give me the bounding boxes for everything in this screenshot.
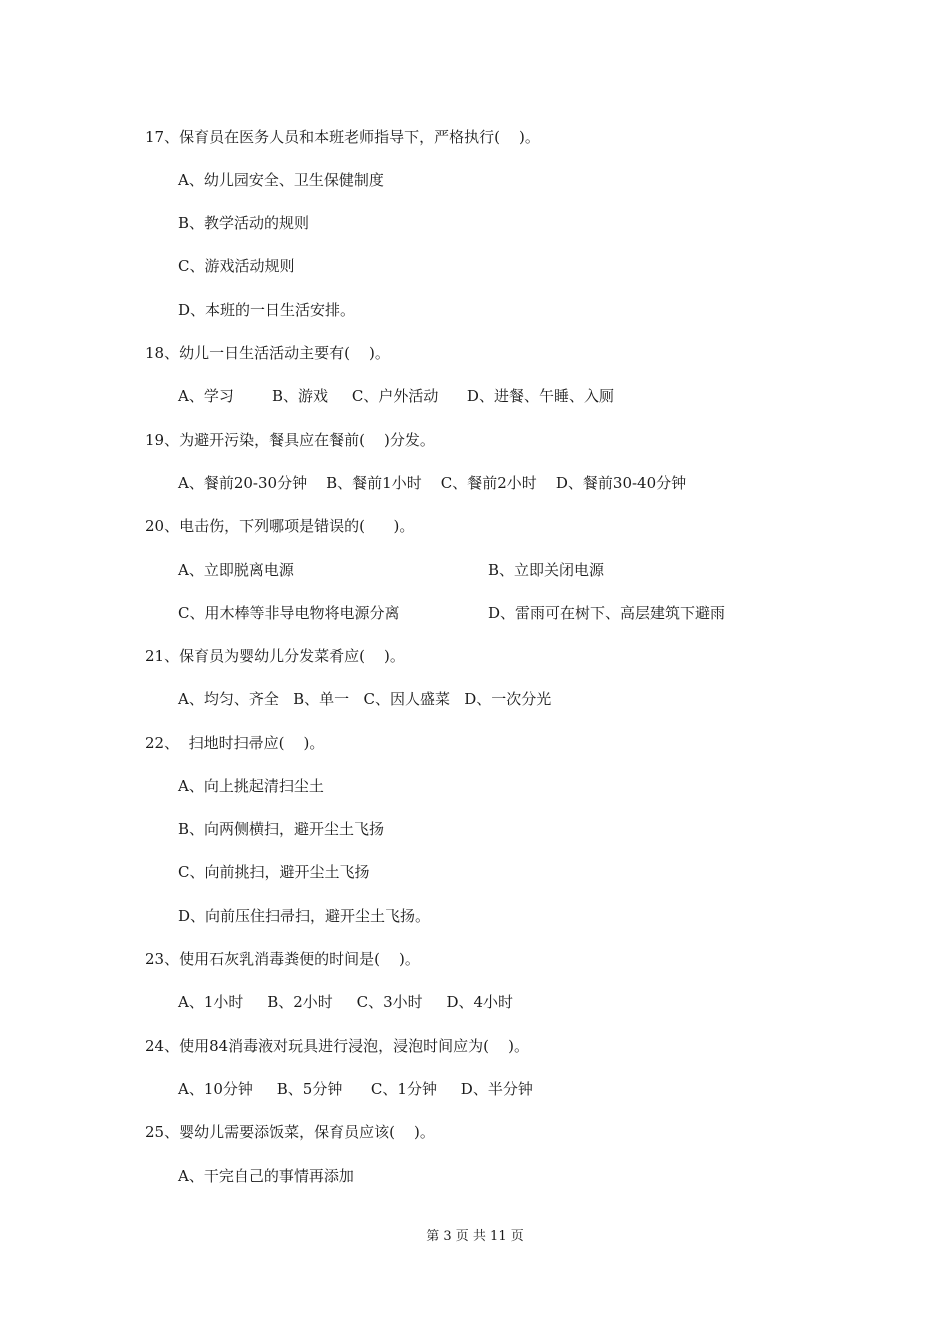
question-stem: 24、使用84消毒液对玩具进行浸泡，浸泡时间应为( )。 [145, 1037, 529, 1055]
question-stem: 23、使用石灰乳消毒粪便的时间是( )。 [145, 950, 420, 968]
page-footer: 第 3 页 共 11 页 [426, 1229, 524, 1244]
question-stem: 20、电击伤，下列哪项是错误的( )。 [145, 517, 415, 535]
question-stem: 25、婴幼儿需要添饭菜，保育员应该( )。 [145, 1123, 435, 1141]
option-c: C、游戏活动规则 [178, 257, 295, 275]
option-d: D、向前压住扫帚扫，避开尘土飞扬。 [178, 907, 431, 925]
option-d: D、雷雨可在树下、高层建筑下避雨 [488, 604, 726, 622]
option-d: D、本班的一日生活安排。 [178, 301, 356, 319]
option-b: B、立即关闭电源 [488, 561, 605, 579]
option-a: A、幼儿园安全、卫生保健制度 [178, 171, 384, 189]
option-a: A、向上挑起清扫尘土 [178, 777, 324, 795]
option-c: C、用木棒等非导电物将电源分离 [178, 604, 400, 622]
question-stem: 22、 扫地时扫帚应( )。 [145, 734, 325, 752]
option-a: A、立即脱离电源 [178, 561, 294, 579]
question-stem: 21、保育员为婴幼儿分发菜肴应( )。 [145, 647, 405, 665]
options-line: A、均匀、齐全 B、单一 C、因人盛菜 D、一次分光 [178, 690, 552, 708]
option-c: C、向前挑扫，避开尘土飞扬 [178, 863, 370, 881]
option-b: B、教学活动的规则 [178, 214, 310, 232]
options-line: A、餐前20-30分钟 B、餐前1小时 C、餐前2小时 D、餐前30-40分钟 [178, 474, 687, 492]
question-stem: 18、幼儿一日生活活动主要有( )。 [145, 344, 390, 362]
option-a: A、干完自己的事情再添加 [178, 1167, 354, 1185]
options-line: A、1小时 B、2小时 C、3小时 D、4小时 [178, 993, 514, 1011]
question-stem: 17、保育员在医务人员和本班老师指导下，严格执行( )。 [145, 128, 540, 146]
options-line: A、10分钟 B、5分钟 C、1分钟 D、半分钟 [178, 1080, 533, 1098]
options-line: A、学习 B、游戏 C、户外活动 D、进餐、午睡、入厕 [178, 387, 614, 405]
question-stem: 19、为避开污染，餐具应在餐前( )分发。 [145, 431, 435, 449]
option-b: B、向两侧横扫，避开尘土飞扬 [178, 820, 385, 838]
